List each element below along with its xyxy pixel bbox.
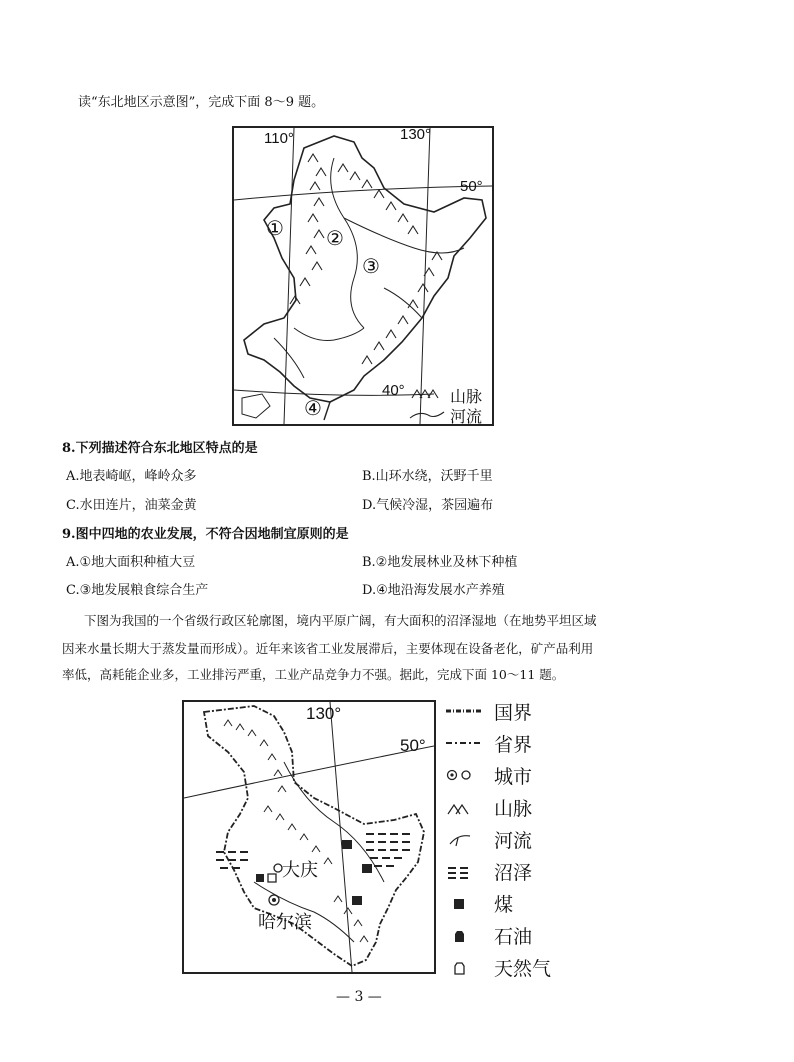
question-9-option-c: C.③地发展粮食综合生产: [66, 583, 209, 598]
latitude-40-label: 40°: [382, 382, 405, 399]
provincial-border-symbol: [444, 736, 484, 750]
legend-coal: 煤: [494, 895, 514, 916]
question-8-option-b: B.山环水绕，沃野千里: [362, 469, 493, 484]
page-number: — 3 —: [336, 989, 382, 1005]
city-symbol: [444, 768, 484, 782]
legend-oil: 石油: [494, 927, 533, 948]
intro-text-2-line-3: 率低，高耗能企业多，工业排污严重，工业产品竞争力不强。据此，完成下面 10～11 题。: [62, 667, 565, 682]
natural-gas-symbol: [444, 960, 484, 976]
longitude-130-label: 130°: [400, 126, 432, 143]
area-4-label: ④: [304, 398, 322, 420]
question-8-option-d: D.气候冷湿，茶园遍布: [362, 498, 494, 513]
intro-text-2-line-1: 下图为我国的一个省级行政区轮廓图，境内平原广阔，有大面积的沼泽湿地（在地势平坦区域: [84, 613, 597, 628]
question-8-stem: 8.下列描述符合东北地区特点的是: [62, 441, 258, 456]
river-symbol: [444, 832, 484, 848]
legend-city: 城市: [494, 767, 533, 788]
area-3-label: ③: [362, 256, 380, 278]
intro-text-2-line-2: 因来水量长期大于蒸发量而形成）。近年来该省工业发展滞后，主要体现在设备老化，矿产品利用: [62, 641, 594, 656]
legend-swamp: 沼泽: [494, 863, 533, 884]
area-1-label: ①: [266, 218, 284, 240]
city-daqing-label: 大庆: [282, 860, 318, 880]
oil-symbol: [444, 928, 484, 944]
legend-river: 河流: [494, 831, 533, 852]
mountain-symbol: [444, 800, 484, 816]
question-9-option-b: B.②地发展林业及林下种植: [362, 555, 518, 570]
area-2-label: ②: [326, 228, 344, 250]
question-9-option-d: D.④地沿海发展水产养殖: [362, 583, 505, 598]
question-9-stem: 9.图中四地的农业发展，不符合因地制宜原则的是: [62, 527, 349, 542]
map2-legend: [444, 698, 594, 986]
map2-longitude-130-label: 130°: [306, 704, 342, 723]
legend-natural-gas: 天然气: [494, 959, 552, 980]
city-harbin-label: 哈尔滨: [258, 912, 312, 932]
intro-text-1: 读“东北地区示意图”，完成下面 8～9 题。: [78, 95, 325, 110]
question-9-option-a: A.①地大面积种植大豆: [66, 555, 196, 570]
national-border-symbol: [444, 704, 484, 718]
legend-mountain: 山脉: [494, 799, 533, 820]
legend-provincial-border: 省界: [494, 735, 533, 756]
question-8-option-a: A.地表崎岖，峰岭众多: [66, 469, 197, 484]
latitude-50-label: 50°: [460, 178, 483, 195]
map2-latitude-50-label: 50°: [400, 736, 426, 755]
swamp-symbol: [444, 864, 484, 880]
province-outline-map: [182, 700, 436, 974]
question-8-option-c: C.水田连片，油菜金黄: [66, 498, 197, 513]
legend-river-label: 河流: [450, 409, 483, 426]
legend-mountain-label: 山脉: [450, 389, 483, 406]
legend-national-border: 国界: [494, 703, 533, 724]
longitude-110-label: 110°: [264, 130, 294, 147]
coal-symbol: [444, 896, 484, 912]
northeast-china-map: [232, 126, 494, 426]
